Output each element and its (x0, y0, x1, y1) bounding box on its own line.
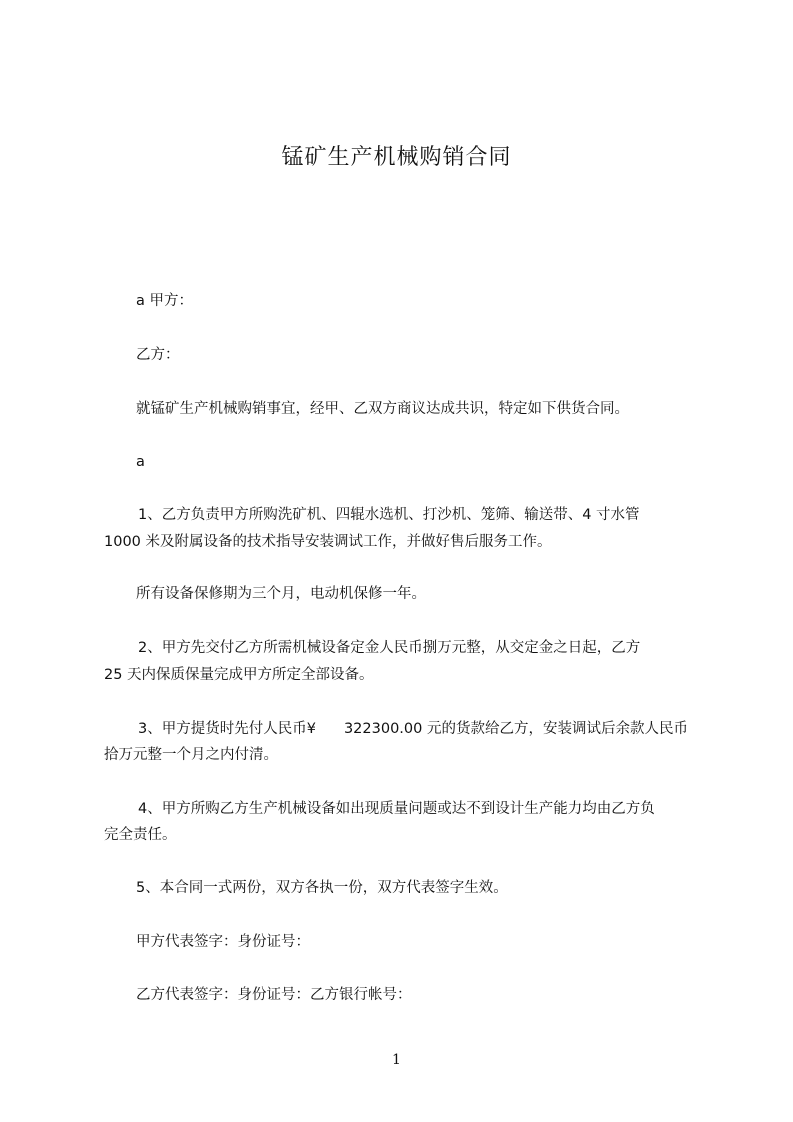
clause-3-line-2: 拾万元整一个月之内付清。 (104, 747, 278, 763)
clause-3-line-1 (138, 715, 688, 743)
warranty-paragraph: 所有设备保修期为三个月，电动机保修一年。 (136, 586, 426, 602)
clause-1-line-2: 1000 米及附属设备的技术指导安装调试工作，并做好售后服务工作。 (104, 534, 552, 550)
party-a-line: a 甲方： (136, 293, 193, 309)
clause-2-line-1: 2、甲方先交付乙方所需机械设备定金人民币捌万元整，从交定金之日起，乙方 (138, 640, 641, 656)
signature-party-b: 乙方代表签字：身份证号：乙方银行帐号： (136, 987, 412, 1003)
party-b-line: 乙方： (136, 347, 180, 363)
clause-3-prefix: 3、甲方提货时先付人民币¥ (138, 721, 316, 737)
clause-3-amount: 322300.00 元的货款给乙方，安装调试后余款人民币 (343, 721, 688, 737)
intro-paragraph: 就锰矿生产机械购销事宜，经甲、乙双方商议达成共识，特定如下供货合同。 (136, 401, 629, 417)
clause-2-line-2: 25 天内保质保量完成甲方所定全部设备。 (104, 667, 374, 683)
page-number: 1 (392, 1052, 401, 1068)
section-marker: a (136, 454, 145, 470)
clause-5-paragraph: 5、本合同一式两份，双方各执一份，双方代表签字生效。 (136, 880, 508, 896)
clause-4-line-1: 4、甲方所购乙方生产机械设备如出现质量问题或达不到设计生产能力均由乙方负 (138, 801, 655, 817)
clause-4-line-2: 完全责任。 (104, 827, 177, 843)
signature-party-a: 甲方代表签字：身份证号： (136, 934, 310, 950)
clause-1-line-1: 1、乙方负责甲方所购洗矿机、四辊水选机、打沙机、笼筛、输送带、4 寸水管 (138, 507, 640, 523)
document-title: 锰矿生产机械购销合同 (281, 145, 512, 170)
